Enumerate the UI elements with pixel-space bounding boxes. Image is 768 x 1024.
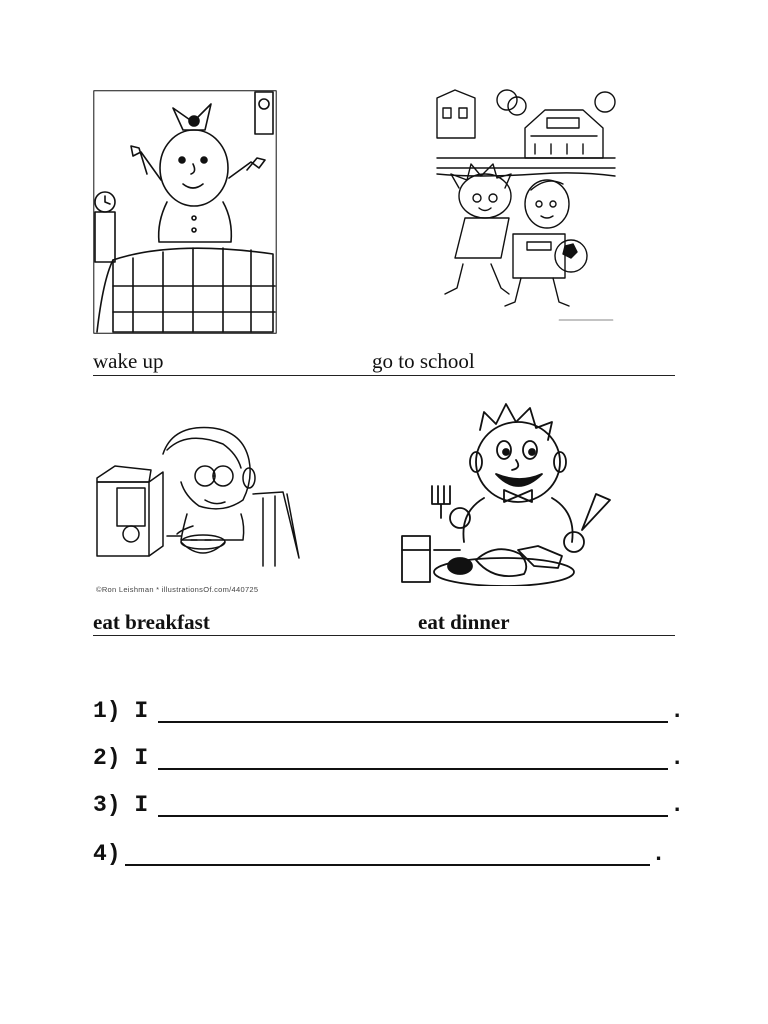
exercise-number: 2) [93,745,121,771]
exercise-period: . [670,745,685,771]
answer-blank[interactable] [125,844,650,866]
row2-divider [93,635,675,636]
exercise-number: 1) [93,698,121,724]
row1-divider [93,375,675,376]
caption-eat-dinner: eat dinner [418,610,510,634]
eat-dinner-illustration [400,400,614,586]
exercise-number: 4) [93,841,121,867]
caption-eat-breakfast: eat breakfast [93,610,210,634]
exercise-line-3 [93,794,684,817]
caption-go-to-school: go to school [372,349,475,373]
exercise-line-2 [93,747,684,770]
eat-breakfast-illustration [93,418,300,583]
caption-wake-up: wake up [93,349,164,373]
exercise-prefix: I [134,698,149,724]
exercise-prefix: I [134,792,149,818]
exercise-prefix: I [134,745,149,771]
answer-blank[interactable] [158,701,668,723]
exercise-period: . [670,698,685,724]
exercise-line-4 [93,843,665,866]
answer-blank[interactable] [158,795,668,817]
exercise-line-1 [93,700,684,723]
go-to-school-illustration [435,88,617,330]
exercise-period: . [651,841,666,867]
answer-blank[interactable] [158,748,668,770]
wake-up-illustration [93,90,277,334]
illustration-credit: ©Ron Leishman * illustrationsOf.com/440725 [96,585,259,594]
exercise-period: . [670,792,685,818]
exercise-number: 3) [93,792,121,818]
